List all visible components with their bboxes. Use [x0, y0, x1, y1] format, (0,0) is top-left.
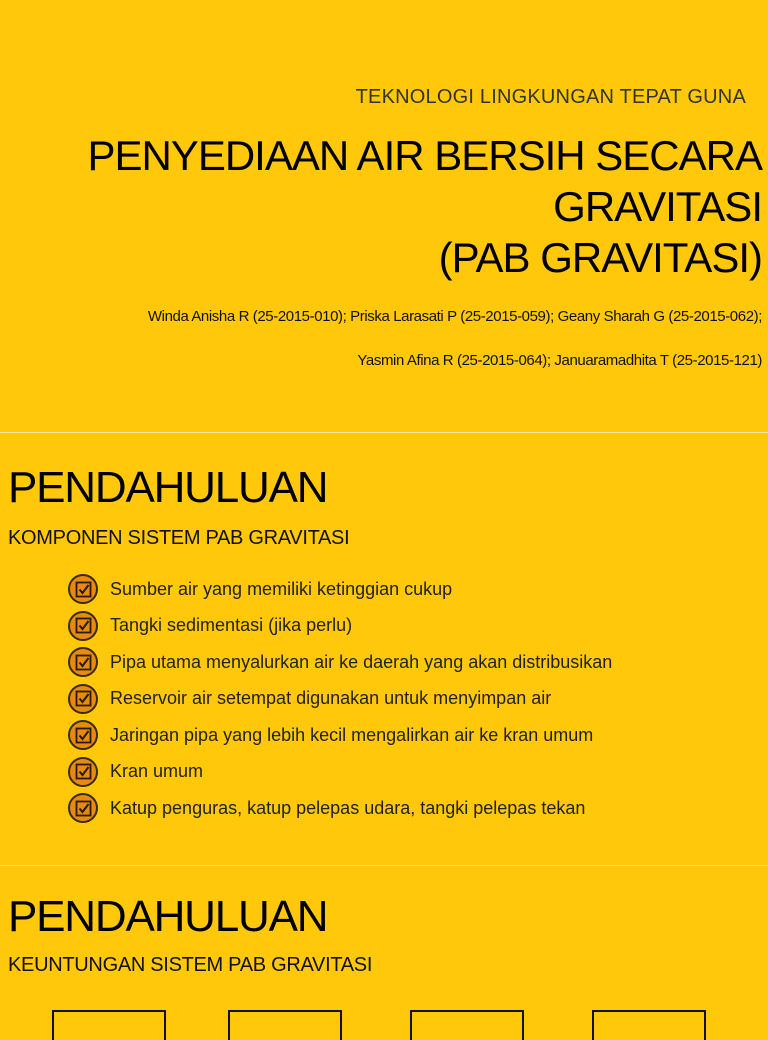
checkbox-icon — [68, 684, 98, 714]
slide-keuntungan — [0, 866, 768, 1024]
list-item-text: Tangki sedimentasi (jika perlu) — [110, 615, 353, 636]
authors — [2, 306, 762, 372]
slide-komponen — [0, 433, 768, 865]
list-item — [68, 608, 612, 645]
slide-title-heading — [22, 130, 762, 283]
authors-line-1: Winda Anisha R (25-2015-010); Priska Larasati P (25-2015-059); Geany Sharah G (25-2015-062); — [147, 308, 762, 325]
slide-subtitle: TEKNOLOGI LINGKUNGAN TEPAT GUNA — [355, 86, 746, 108]
list-item — [68, 644, 612, 681]
slide-subheading: KOMPONEN SISTEM PAB GRAVITASI — [8, 527, 350, 549]
title-line-3: (PAB GRAVITASI) — [438, 234, 762, 281]
list-item — [68, 790, 612, 827]
slide-subheading: KEUNTUNGAN SISTEM PAB GRAVITASI — [8, 954, 373, 976]
advantage-box — [592, 1010, 706, 1040]
checkbox-icon — [68, 757, 98, 787]
slide-title — [0, 0, 768, 432]
authors-line-2: Yasmin Afina R (25-2015-064); Januaramadhita T (25-2015-121) — [357, 352, 762, 369]
list-item — [68, 681, 612, 718]
list-item-text: Sumber air yang memiliki ketinggian cukup — [110, 578, 453, 599]
title-line-2: GRAVITASI — [553, 183, 762, 230]
list-item-text: Reservoir air setempat digunakan untuk menyimpan air — [110, 688, 552, 709]
checkbox-icon — [68, 720, 98, 750]
title-line-1: PENYEDIAAN AIR BERSIH SECARA — [87, 132, 762, 179]
advantage-box — [228, 1010, 342, 1040]
checkbox-icon — [68, 793, 98, 823]
slide-heading: PENDAHULUAN — [8, 892, 328, 941]
advantage-box — [410, 1010, 524, 1040]
list-item — [68, 717, 612, 754]
list-item — [68, 571, 612, 608]
checkbox-icon — [68, 647, 98, 677]
slide-heading: PENDAHULUAN — [8, 463, 328, 512]
list-item — [68, 754, 612, 791]
list-item-text: Jaringan pipa yang lebih kecil mengalirkan air ke kran umum — [110, 724, 594, 745]
list-item-text: Kran umum — [110, 761, 204, 782]
checkbox-icon — [68, 611, 98, 641]
advantage-box — [52, 1010, 166, 1040]
list-item-text: Katup penguras, katup pelepas udara, tangki pelepas tekan — [110, 797, 586, 818]
list-item-text: Pipa utama menyalurkan air ke daerah yang akan distribusikan — [110, 651, 613, 672]
component-list — [68, 571, 612, 827]
checkbox-icon — [68, 574, 98, 604]
